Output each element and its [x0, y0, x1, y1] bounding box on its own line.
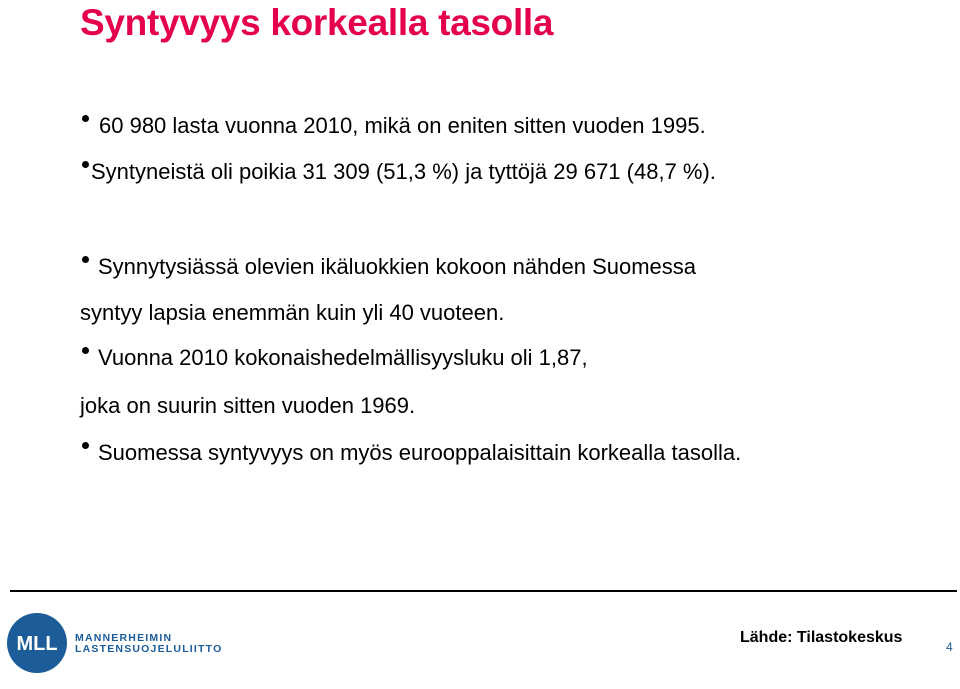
logo-wordmark	[75, 633, 222, 655]
logo-line-2: LASTENSUOJELULIITTO	[75, 643, 223, 655]
bullet-text-3-line2: syntyy lapsia enemmän kuin yli 40 vuoteen.	[80, 300, 505, 325]
mll-logo-icon	[6, 612, 68, 674]
bullet-text-5: Suomessa syntyvyys on myös eurooppalaisittain korkealla tasolla.	[98, 440, 742, 465]
bullet-icon	[82, 256, 89, 263]
bullet-item-4	[82, 344, 588, 372]
bullet-item-3	[82, 253, 696, 281]
bullet-text-4-line1: Vuonna 2010 kokonaishedelmällisyysluku oli 1,87,	[98, 345, 588, 370]
bullet-icon	[82, 442, 89, 449]
slide-title: Syntyvyys korkealla tasolla	[80, 2, 554, 43]
source-note: Lähde: Tilastokeskus	[740, 629, 903, 646]
bullet-text-1: 60 980 lasta vuonna 2010, mikä on eniten sitten vuoden 1995.	[99, 113, 706, 138]
bullet-icon	[82, 347, 89, 354]
bullet-item-5	[82, 439, 741, 467]
bullet-icon	[82, 115, 89, 122]
bullet-icon	[82, 161, 89, 168]
logo-mark: MLL	[16, 633, 58, 655]
logo-line-1: MANNERHEIMIN	[75, 632, 173, 644]
bullet-item-1	[82, 112, 706, 140]
page-number: 4	[946, 640, 953, 654]
footer-divider	[10, 590, 957, 592]
bullet-text-3-line1: Synnytysiässä olevien ikäluokkien kokoon nähden Suomessa	[98, 254, 697, 279]
bullet-text-4-line2: joka on suurin sitten vuoden 1969.	[80, 393, 416, 418]
bullet-item-2	[82, 158, 716, 186]
bullet-text-2: Syntyneistä oli poikia 31 309 (51,3 %) ja tyttöjä 29 671 (48,7 %).	[91, 159, 716, 184]
